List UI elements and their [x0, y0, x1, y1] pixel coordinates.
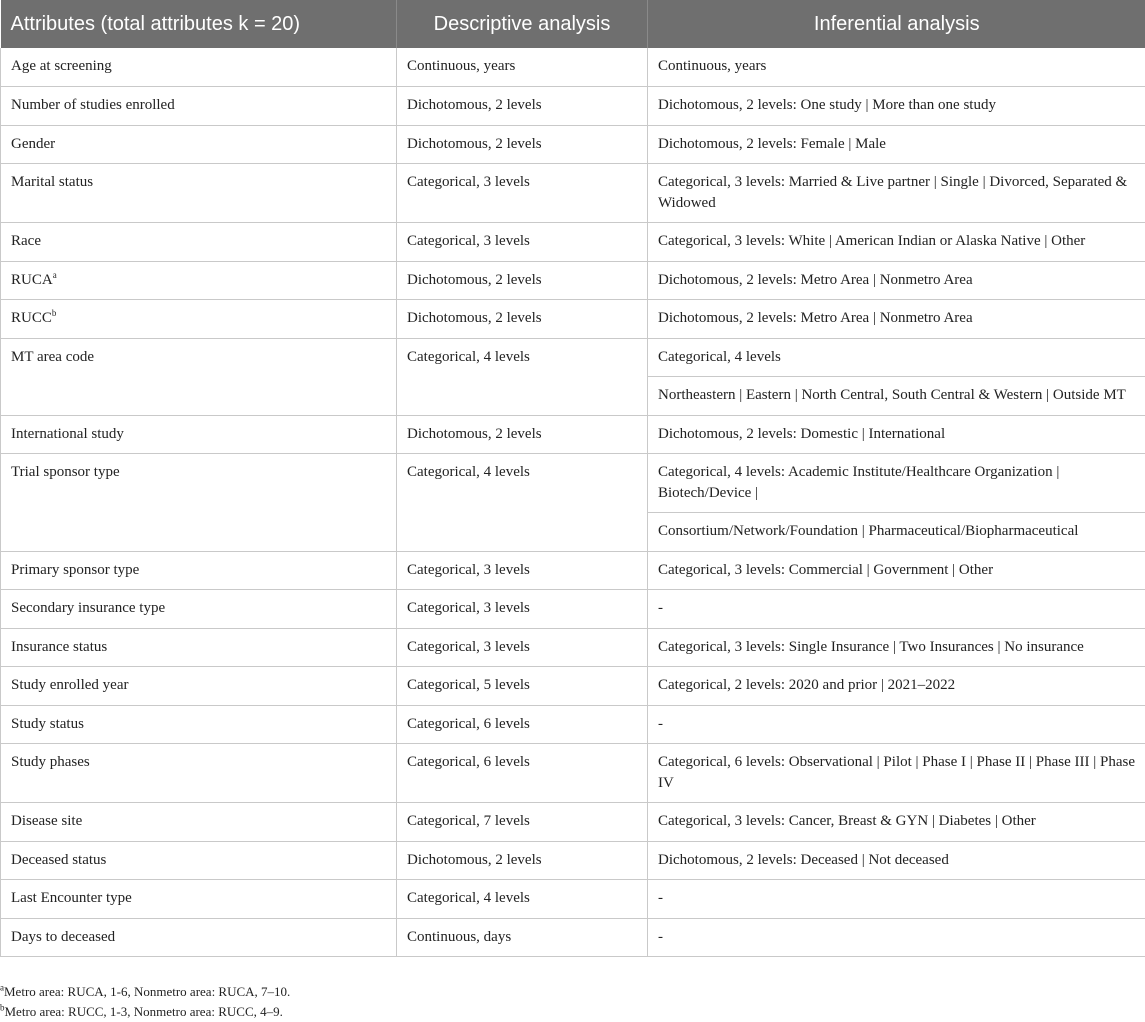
cell-attribute: Race — [1, 223, 397, 262]
cell-inferential: Categorical, 4 levels — [648, 338, 1145, 377]
cell-inferential: Northeastern | Eastern | North Central, South Central & Western | Outside MT — [648, 377, 1145, 416]
cell-descriptive: Dichotomous, 2 levels — [397, 300, 648, 339]
cell-attribute: Deceased status — [1, 841, 397, 880]
cell-attribute: MT area code — [1, 338, 397, 415]
cell-descriptive: Categorical, 4 levels — [397, 338, 648, 415]
table-body — [1, 48, 1145, 957]
table-row — [1, 590, 1145, 629]
cell-attribute: Age at screening — [1, 48, 397, 87]
cell-descriptive: Categorical, 3 levels — [397, 164, 648, 223]
cell-inferential: Consortium/Network/Foundation | Pharmaceutical/Biopharmaceutical — [648, 513, 1145, 552]
cell-descriptive: Dichotomous, 2 levels — [397, 87, 648, 126]
cell-descriptive: Categorical, 3 levels — [397, 223, 648, 262]
cell-inferential: - — [648, 918, 1145, 957]
cell-inferential: Dichotomous, 2 levels: Metro Area | Nonmetro Area — [648, 300, 1145, 339]
table-row — [1, 880, 1145, 919]
table-row — [1, 48, 1145, 87]
header-inferential: Inferential analysis — [648, 0, 1145, 48]
cell-descriptive: Categorical, 4 levels — [397, 880, 648, 919]
table-row — [1, 223, 1145, 262]
cell-descriptive: Categorical, 3 levels — [397, 628, 648, 667]
cell-inferential: Categorical, 6 levels: Observational | Pilot | Phase I | Phase II | Phase III | Phase IV — [648, 744, 1145, 803]
table-row — [1, 803, 1145, 842]
cell-inferential: - — [648, 590, 1145, 629]
cell-inferential: Categorical, 3 levels: Married & Live partner | Single | Divorced, Separated & Widowed — [648, 164, 1145, 223]
cell-descriptive: Dichotomous, 2 levels — [397, 841, 648, 880]
cell-attribute: RUCA$^a$ — [1, 261, 397, 300]
header-attributes: Attributes (total attributes k = 20) — [1, 0, 397, 48]
cell-descriptive: Categorical, 3 levels — [397, 590, 648, 629]
table-row — [1, 261, 1145, 300]
cell-inferential: Categorical, 3 levels: White | American Indian or Alaska Native | Other — [648, 223, 1145, 262]
cell-inferential: Dichotomous, 2 levels: One study | More than one study — [648, 87, 1145, 126]
cell-attribute: Days to deceased — [1, 918, 397, 957]
cell-inferential: - — [648, 880, 1145, 919]
table-row — [1, 164, 1145, 223]
footnote-a: $^a$Metro area: RUCA, 1-6, Nonmetro area: RUCA, 7–10. — [0, 982, 290, 1002]
cell-attribute: Trial sponsor type — [1, 454, 397, 552]
cell-inferential: Dichotomous, 2 levels: Domestic | International — [648, 415, 1145, 454]
cell-attribute: Number of studies enrolled — [1, 87, 397, 126]
table-row — [1, 338, 1145, 377]
cell-descriptive: Dichotomous, 2 levels — [397, 261, 648, 300]
cell-inferential: - — [648, 705, 1145, 744]
table-row — [1, 918, 1145, 957]
table-row — [1, 551, 1145, 590]
cell-inferential: Dichotomous, 2 levels: Female | Male — [648, 125, 1145, 164]
table-row — [1, 628, 1145, 667]
cell-descriptive: Categorical, 5 levels — [397, 667, 648, 706]
cell-attribute: RUCC$^b$ — [1, 300, 397, 339]
cell-attribute: International study — [1, 415, 397, 454]
cell-attribute: Insurance status — [1, 628, 397, 667]
table-row — [1, 300, 1145, 339]
footnote-b: $^b$Metro area: RUCC, 1-3, Nonmetro area: RUCC, 4–9. — [0, 1002, 290, 1022]
cell-descriptive: Categorical, 3 levels — [397, 551, 648, 590]
table-row — [1, 125, 1145, 164]
table-row — [1, 841, 1145, 880]
table-row — [1, 454, 1145, 513]
cell-attribute: Disease site — [1, 803, 397, 842]
cell-descriptive: Continuous, days — [397, 918, 648, 957]
cell-attribute: Secondary insurance type — [1, 590, 397, 629]
cell-attribute: Marital status — [1, 164, 397, 223]
cell-descriptive: Categorical, 6 levels — [397, 705, 648, 744]
table-header-row — [1, 0, 1145, 48]
cell-descriptive: Continuous, years — [397, 48, 648, 87]
table-row — [1, 744, 1145, 803]
cell-inferential: Categorical, 3 levels: Single Insurance | Two Insurances | No insurance — [648, 628, 1145, 667]
table-row — [1, 667, 1145, 706]
cell-inferential: Categorical, 3 levels: Cancer, Breast & GYN | Diabetes | Other — [648, 803, 1145, 842]
cell-descriptive: Categorical, 4 levels — [397, 454, 648, 552]
footnote-marker: a — [53, 270, 57, 280]
cell-attribute: Study status — [1, 705, 397, 744]
cell-attribute: Study phases — [1, 744, 397, 803]
cell-inferential: Categorical, 3 levels: Commercial | Government | Other — [648, 551, 1145, 590]
cell-inferential: Dichotomous, 2 levels: Metro Area | Nonmetro Area — [648, 261, 1145, 300]
cell-descriptive: Dichotomous, 2 levels — [397, 125, 648, 164]
cell-attribute: Study enrolled year — [1, 667, 397, 706]
cell-descriptive: Dichotomous, 2 levels — [397, 415, 648, 454]
table-row — [1, 87, 1145, 126]
cell-inferential: Categorical, 4 levels: Academic Institute/Healthcare Organization | Biotech/Device | — [648, 454, 1145, 513]
table-row — [1, 415, 1145, 454]
cell-inferential: Dichotomous, 2 levels: Deceased | Not deceased — [648, 841, 1145, 880]
cell-attribute: Last Encounter type — [1, 880, 397, 919]
table-row — [1, 705, 1145, 744]
footnotes — [0, 982, 290, 1022]
cell-descriptive: Categorical, 7 levels — [397, 803, 648, 842]
cell-inferential: Categorical, 2 levels: 2020 and prior | 2021–2022 — [648, 667, 1145, 706]
cell-attribute: Gender — [1, 125, 397, 164]
cell-attribute: Primary sponsor type — [1, 551, 397, 590]
cell-inferential: Continuous, years — [648, 48, 1145, 87]
cell-descriptive: Categorical, 6 levels — [397, 744, 648, 803]
footnote-marker: b — [52, 308, 57, 318]
header-descriptive: Descriptive analysis — [397, 0, 648, 48]
